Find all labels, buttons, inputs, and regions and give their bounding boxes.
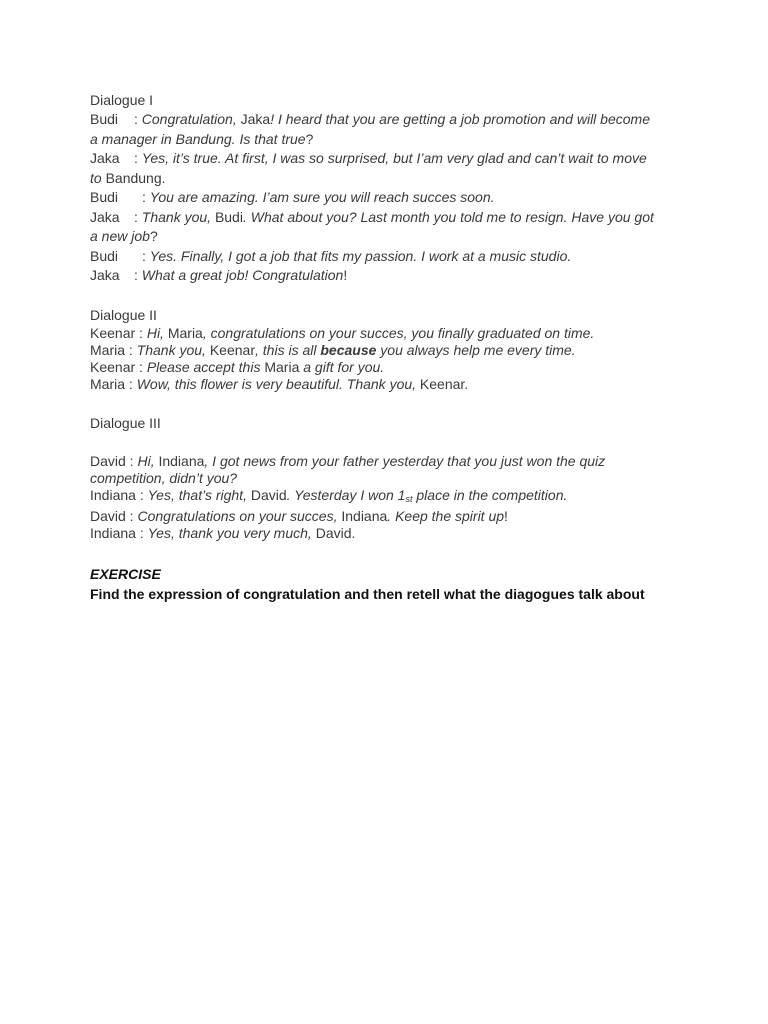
dialogue-3-line-david-1: David : Hi, Indiana, I got news from your father yesterday that you just won the quiz competition, didn’t you? (90, 452, 606, 486)
dialogue-2-line-maria-2: Maria : Wow, this flower is very beautiful. Thank you, Keenar. (90, 375, 469, 392)
speaker-name: Jaka (90, 150, 120, 166)
speaker-name: Maria (90, 341, 126, 358)
dialogue-3-line-david-2: David : Congratulations on your succes, Indiana. Keep the spirit up! (90, 507, 508, 524)
speaker-name: David (90, 452, 126, 469)
dialogue-3-title: Dialogue III (90, 414, 161, 431)
dialogue-1-line-jaka-2: Jaka : Thank you, Budi. What about you? Last month you told me to resign. Have you got a new job? (90, 208, 654, 244)
dialogue-3-line-indiana-1: Indiana : Yes, that’s right, David. Yesterday I won $1_{st}$ place in the competition. (90, 486, 568, 504)
document-page (90, 90, 690, 604)
dialogue-1-line-jaka-3: Jaka : What a great job! Congratulation! (90, 266, 690, 286)
speaker-name: Indiana (90, 486, 136, 503)
dialogue-1-line-budi-2: Budi : You are amazing. I’am sure you will reach succes soon. (90, 188, 690, 208)
dialogue-2-line-keenar-2: Keenar : Please accept this Maria a gift for you. (90, 358, 385, 375)
speaker-name: Jaka (90, 267, 120, 283)
speaker-name: Budi (90, 247, 119, 264)
dialogue-1-line-budi-3: Budi : Yes. Finally, I got a job that fits my passion. I work at a music studio. (90, 247, 690, 267)
speaker-name: Maria (90, 375, 126, 392)
speaker-name: Budi (90, 189, 119, 205)
dialogue-2-title: Dialogue II (90, 306, 157, 323)
dialogue-1-line-jaka-1: Jaka : Yes, it’s true. At first, I was so surprised, but I’am very glad and can’t wait to move to Bandung. (90, 150, 647, 186)
exercise-instruction: Find the expression of congratulation and then retell what the diagogues talk about (90, 585, 645, 602)
dialogue-1-title: Dialogue I (90, 92, 154, 108)
speaker-name: David (90, 507, 126, 524)
exercise-title: EXERCISE (90, 565, 161, 582)
speaker-name: Indiana (90, 524, 136, 541)
speaker-name: Keenar (90, 358, 136, 375)
speaker-name: Jaka (90, 208, 120, 225)
speaker-name: Keenar (90, 324, 136, 341)
dialogue-2-line-maria-1: Maria : Thank you, Keenar, this is all because you always help me every time. (90, 341, 576, 358)
speaker-name: Budi (90, 111, 119, 127)
dialogue-1-line-budi-1: Budi : Congratulation, Jaka! I heard that you are getting a job promotion and will become a manager in Bandung. Is that true? (90, 111, 650, 147)
dialogue-2-line-keenar-1: Keenar : Hi, Maria, congratulations on your succes, you finally graduated on time. (90, 324, 595, 341)
dialogue-3-line-indiana-2: Indiana : Yes, thank you very much, David. (90, 524, 356, 541)
